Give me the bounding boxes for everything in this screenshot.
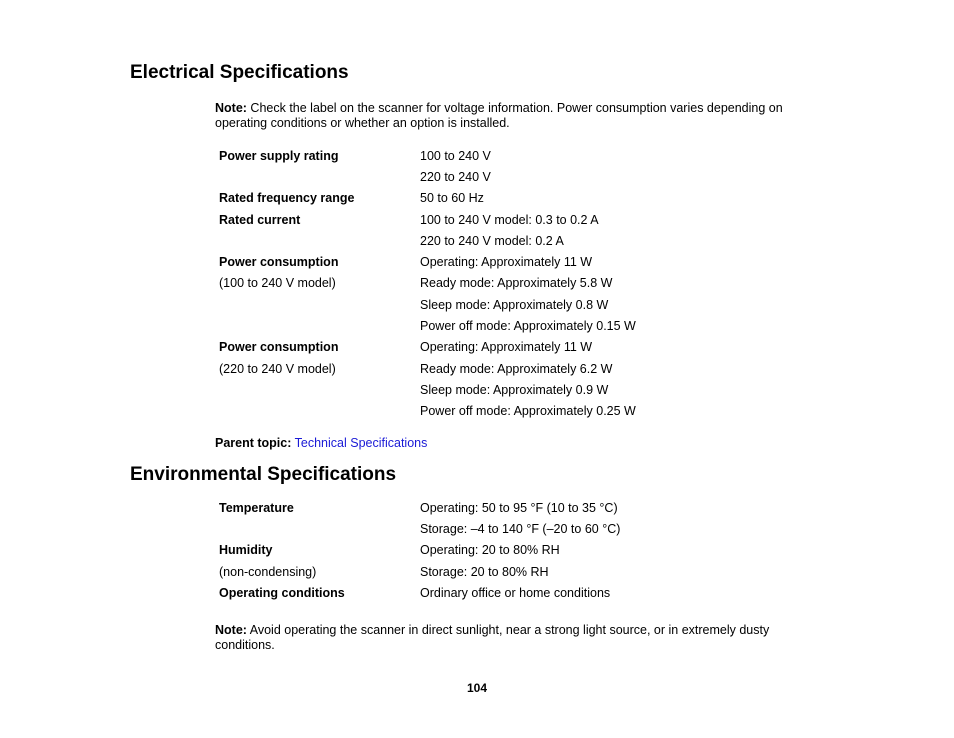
spec-row — [215, 315, 636, 336]
electrical-spec-table — [215, 145, 636, 422]
spec-value: Operating: Approximately 11 W — [420, 340, 593, 355]
spec-key: (100 to 240 V model) — [219, 276, 336, 291]
spec-value: Sleep mode: Approximately 0.8 W — [420, 297, 609, 312]
spec-key: (220 to 240 V model) — [219, 361, 336, 376]
spec-value: Ready mode: Approximately 5.8 W — [420, 276, 613, 291]
spec-row — [215, 209, 636, 230]
environmental-spec-table — [215, 497, 620, 603]
spec-key — [215, 315, 416, 336]
spec-row — [215, 188, 636, 209]
spec-row — [215, 230, 636, 251]
spec-value: 100 to 240 V model: 0.3 to 0.2 A — [420, 212, 599, 227]
spec-row — [215, 497, 620, 518]
spec-value: Storage: 20 to 80% RH — [420, 564, 549, 579]
environmental-note-label: Note: — [215, 623, 247, 637]
spec-key: Temperature — [219, 500, 294, 515]
spec-value: 220 to 240 V model: 0.2 A — [420, 233, 564, 248]
spec-key: Power consumption — [219, 340, 339, 355]
spec-key — [215, 166, 416, 187]
environmental-specifications-heading: Environmental Specifications — [130, 464, 397, 485]
spec-key: Humidity — [219, 543, 273, 558]
spec-key — [215, 230, 416, 251]
spec-value: 50 to 60 Hz — [420, 191, 484, 206]
environmental-spec-rows — [215, 497, 620, 603]
environmental-note-text: Avoid operating the scanner in direct sunlight, near a strong light source, or in extremely dusty conditions. — [215, 623, 770, 652]
spec-value: 100 to 240 V — [420, 148, 491, 163]
spec-key: Operating conditions — [219, 585, 345, 600]
spec-value: Storage: –4 to 140 °F (–20 to 60 °C) — [420, 521, 621, 536]
spec-value: Operating: 20 to 80% RH — [420, 543, 560, 558]
electrical-note-text: Check the label on the scanner for voltage information. Power consumption varies depending on operating conditions or whether an option is installed. — [215, 101, 783, 130]
spec-key — [215, 401, 416, 422]
spec-key — [215, 518, 416, 539]
spec-value: Power off mode: Approximately 0.25 W — [420, 404, 636, 419]
spec-row — [215, 337, 636, 358]
spec-row — [215, 273, 636, 294]
technical-specifications-link[interactable]: Technical Specifications — [294, 436, 428, 450]
spec-key: Rated current — [219, 212, 301, 227]
spec-row — [215, 294, 636, 315]
spec-key: Rated frequency range — [219, 191, 355, 206]
spec-value: Sleep mode: Approximately 0.9 W — [420, 382, 609, 397]
spec-row — [215, 561, 620, 582]
spec-key: Power supply rating — [219, 148, 339, 163]
electrical-spec-rows — [215, 145, 636, 422]
spec-value: Operating: Approximately 11 W — [420, 255, 593, 270]
electrical-note-label: Note: — [215, 101, 247, 115]
spec-row — [215, 540, 620, 561]
spec-key — [215, 379, 416, 400]
parent-topic — [215, 436, 427, 450]
parent-topic-label: Parent topic: — [215, 436, 292, 450]
electrical-note — [215, 101, 825, 130]
spec-value: 220 to 240 V — [420, 169, 491, 184]
environmental-note — [215, 623, 825, 652]
spec-value: Operating: 50 to 95 °F (10 to 35 °C) — [420, 500, 618, 515]
spec-row — [215, 358, 636, 379]
spec-key — [215, 294, 416, 315]
spec-row — [215, 518, 620, 539]
electrical-specifications-heading: Electrical Specifications — [130, 62, 349, 83]
spec-key: (non-condensing) — [219, 564, 317, 579]
spec-row — [215, 145, 636, 166]
spec-key: Power consumption — [219, 255, 339, 270]
spec-row — [215, 379, 636, 400]
page-number: 104 — [466, 681, 488, 695]
spec-value: Ready mode: Approximately 6.2 W — [420, 361, 613, 376]
spec-row — [215, 582, 620, 603]
spec-row — [215, 401, 636, 422]
spec-value: Ordinary office or home conditions — [420, 585, 611, 600]
spec-row — [215, 251, 636, 272]
spec-row — [215, 166, 636, 187]
spec-value: Power off mode: Approximately 0.15 W — [420, 319, 636, 334]
